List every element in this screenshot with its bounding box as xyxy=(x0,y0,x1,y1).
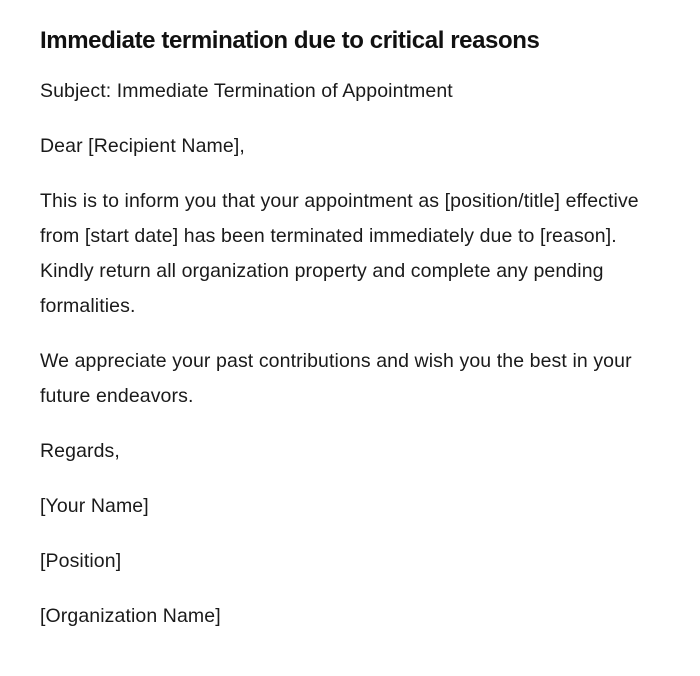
salutation: Dear [Recipient Name], xyxy=(40,135,245,157)
letter-document xyxy=(40,24,665,654)
signature-organization: [Organization Name] xyxy=(40,605,221,627)
signature-position: [Position] xyxy=(40,550,122,572)
body-paragraph-appreciation: We appreciate your past contributions and wish you the best in your future endeavors. xyxy=(40,350,632,407)
body-paragraph-notice: This is to inform you that your appointment as [position/title] effective from [start date] has been terminated immediately due to [reason]. Kindly return all organization property and complete any pending formalities. xyxy=(40,190,639,317)
signature-name: [Your Name] xyxy=(40,495,149,517)
closing: Regards, xyxy=(40,440,120,462)
subject-line: Subject: Immediate Termination of Appointment xyxy=(40,80,453,102)
document-title: Immediate termination due to critical reasons xyxy=(40,27,540,54)
